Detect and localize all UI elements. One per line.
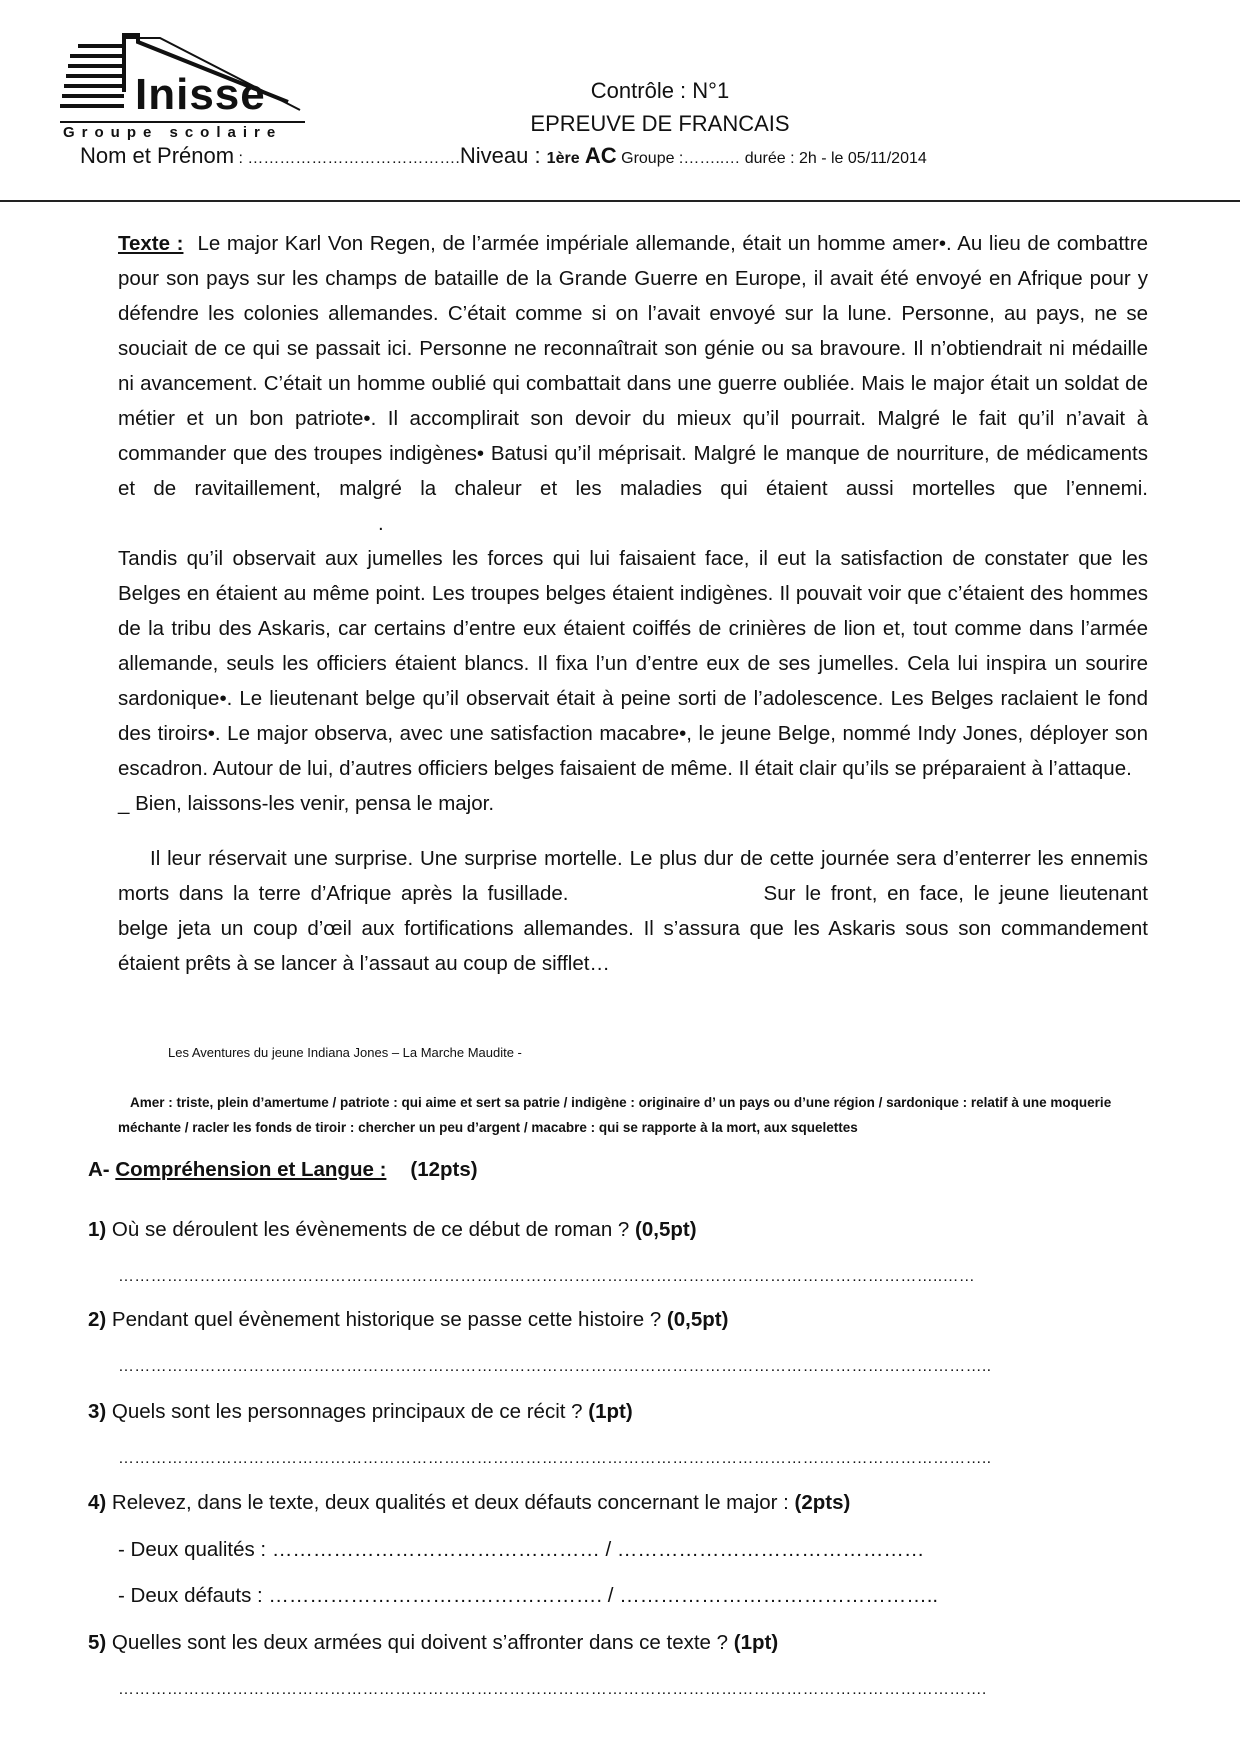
question-1 (88, 1218, 697, 1242)
dialogue-line: _ Bien, laissons-les venir, pensa le major. (118, 792, 495, 815)
paragraph-1-end: . (378, 512, 384, 535)
question-3-text: Quels sont les personnages principaux de ce récit ? (106, 1400, 589, 1423)
question-3 (88, 1400, 633, 1424)
question-4-points: (2pts) (794, 1491, 851, 1514)
question-1-text: Où se déroulent les évènements de ce début de roman ? (106, 1218, 636, 1241)
paragraph-1 (118, 226, 1148, 541)
paragraph-2: Tandis qu’il observait aux jumelles les forces qui lui faisaient face, il eut la satisfaction de constater que les Belges en étaient au même point. Les troupes belges étaient indigènes. Il pouvait voir que c’étaient des hommes de la tribu des Askaris, car certains d’entre eux étaient coiffés de crinières de lion et, tout comme dans l’armée allemande, seuls les officiers étaient blancs. Il fixa l’un d’entre eux de ses jumelles. Cela lui inspira un sourire sardonique•. Le lieutenant belge qu’il observait était à peine sorti de l’adolescence. Les Belges raclaient le fond des tiroirs•. Le major observa, avec une satisfaction macabre•, le jeune Belge, nommé Indy Jones, déployer son escadron. Autour de lui, d’autres officiers belges faisaient de même. Il était clair qu’ils se préparaient à l’attaque. (118, 547, 1148, 780)
name-field[interactable]: : …………………………………. (234, 150, 460, 167)
header-divider (0, 200, 1240, 202)
level-value: 1ère (546, 150, 580, 167)
question-3-number: 3) (88, 1400, 107, 1423)
section-points: (12pts) (410, 1158, 478, 1181)
header-info-line (80, 143, 927, 169)
exam-number: Contrôle : N°1 (590, 78, 730, 103)
answer-line-3[interactable]: …………………………………………………………………………………………………………………………………………….. (118, 1450, 992, 1467)
question-4-number: 4) (88, 1491, 107, 1514)
question-4 (88, 1491, 850, 1515)
question-4-text: Relevez, dans le texte, deux qualités et deux défauts concernant le major : (106, 1491, 795, 1514)
reading-text (118, 226, 1148, 981)
question-2-number: 2) (88, 1308, 107, 1331)
section-heading (88, 1158, 478, 1182)
question-5-number: 5) (88, 1631, 107, 1654)
paragraph-1-body: Le major Karl Von Regen, de l’armée impériale allemande, était un homme amer•. Au lieu de combattre pour son pays sur les champs de bataille de la Grande Guerre en Europe, il avait été envoyé en Afrique pour y défendre les colonies allemandes. C’était comme si on l’avait envoyé sur la lune. Personne, au pays, ne se souciait de ce qui se passait ici. Personne ne reconnaîtrait son génie ou sa bravoure. Il n’obtiendrait ni médaille ni avancement. C’était un homme oublié qui combattait dans une guerre oubliée. Mais le major était un soldat de métier et un bon patriote•. Il accomplirait son devoir du mieux qu’il pourrait. Malgré le fait qu’il n’avait à commander que des troupes indigènes• Batusi qu’il méprisait. Malgré le manque de nourriture, de médicaments et de ravitaillement, malgré la chaleur et les maladies qui étaient aussi mortelles que l’ennemi. (118, 232, 1148, 500)
section-title: Compréhension et Langue : (115, 1158, 387, 1181)
duration-date: durée : 2h - le 05/11/2014 (740, 150, 927, 167)
paragraph-3 (118, 841, 1148, 981)
question-1-number: 1) (88, 1218, 107, 1241)
paragraph-3-part-b: Sur le front, en face, le jeune lieutenant belge jeta un coup d’œil aux fortifications allemandes. Il s’assura que les Askaris sous son commandement étaient prêts à se lancer à l’assaut au coup de sifflet… (118, 882, 1148, 975)
question-2-points: (0,5pt) (666, 1308, 729, 1331)
question-3-points: (1pt) (588, 1400, 633, 1423)
text-label: Texte : (118, 232, 184, 255)
answer-line-5[interactable]: ……………………………………………………………………………………………………………………………………………. (118, 1681, 987, 1698)
question-5-text: Quelles sont les deux armées qui doivent s’affronter dans ce texte ? (106, 1631, 734, 1654)
section-prefix: A- (88, 1158, 116, 1181)
logo-subtitle: Groupe scolaire (63, 124, 283, 141)
text-source: Les Aventures du jeune Indiana Jones – La Marche Maudite - (168, 1045, 522, 1060)
answer-line-1[interactable]: ……………………………………………………………………………………………………………………………………..…… (118, 1268, 976, 1285)
glossary: Amer : triste, plein d’amertume / patriote : qui aime et sert sa patrie / indigène : originaire d’ un pays ou d’une région / sardonique : relatif à une moquerie méchante / racler les fonds de tiroir : chercher un peu d’argent / macabre : qui se rapporte à la mort, aux squelettes (118, 1095, 1112, 1135)
question-2-text: Pendant quel évènement historique se passe cette histoire ? (106, 1308, 667, 1331)
question-5 (88, 1631, 778, 1655)
question-2 (88, 1308, 728, 1332)
level-ac: AC (579, 143, 617, 168)
name-label: Nom et Prénom (80, 143, 235, 168)
level-label: Niveau : (459, 143, 547, 168)
question-5-points: (1pt) (733, 1631, 779, 1654)
exam-title: EPREUVE DE FRANCAIS (530, 111, 790, 136)
answer-qualities[interactable]: - Deux qualités : ………………………………………… / ……………………………………… (118, 1538, 925, 1561)
paragraph-3-part-a: Il leur réservait une surprise. Une surprise mortelle. Le plus dur de cette journée sera d’enterrer les ennemis morts dans la terre d’Afrique après la fusillade. (118, 847, 1148, 905)
group-field[interactable]: Groupe :……..… (616, 150, 741, 167)
question-1-points: (0,5pt) (635, 1218, 697, 1241)
logo-word: Inisse (135, 70, 266, 119)
answer-defects[interactable]: - Deux défauts : …………………………………………. / ……………………………………….. (118, 1584, 939, 1607)
answer-line-2[interactable]: …………………………………………………………………………………………………………………………………………….. (118, 1358, 992, 1375)
